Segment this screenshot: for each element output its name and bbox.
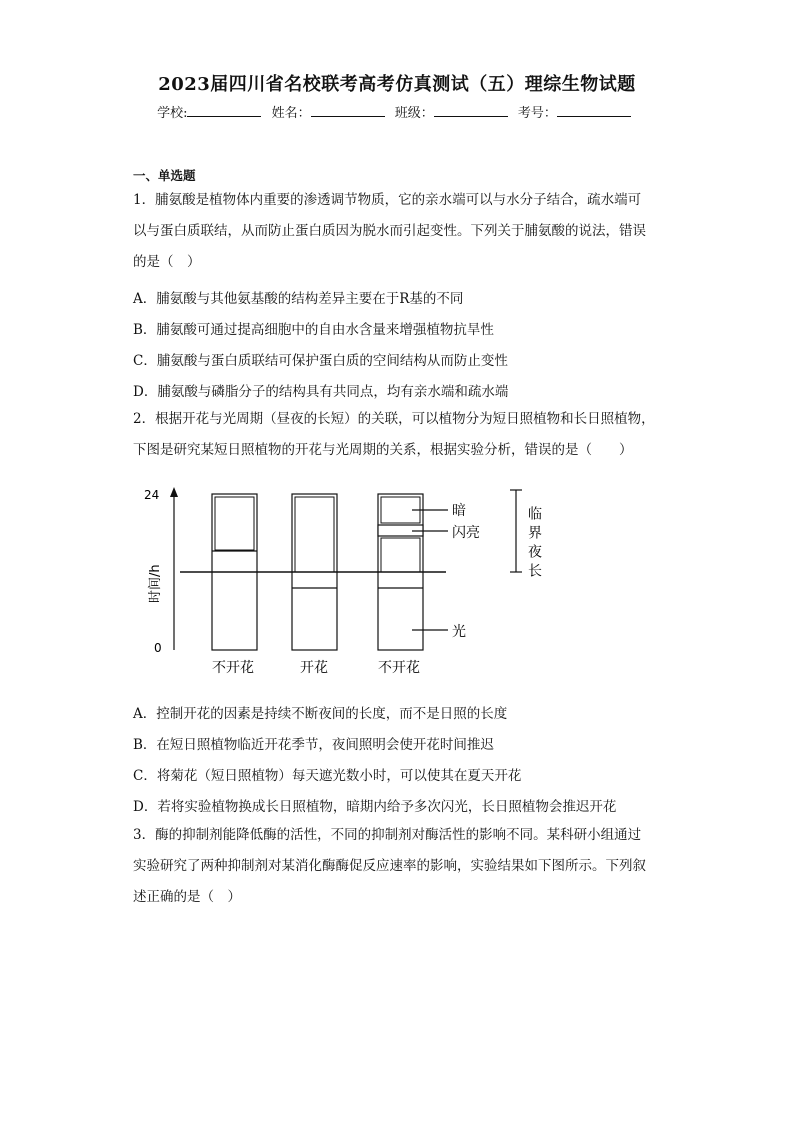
legend-light: 光	[452, 624, 466, 640]
exam-title: 2023届四川省名校联考高考仿真测试（五）理综生物试题	[158, 74, 636, 95]
question-1-line: 以与蛋白质联结，从而防止蛋白质因为脱水而引起变性。下列关于脯氨酸的说法，错误	[133, 223, 646, 239]
legend-dark: 暗	[452, 503, 466, 519]
student-info-line	[0, 102, 794, 121]
y-axis-label: 时间/h	[148, 564, 163, 603]
question-2-option-d: D．若将实验植物换成长日照植物，暗期内给予多次闪光，长日照植物会推迟开花	[133, 799, 617, 815]
question-2-option-c: C．将菊花（短日照植物）每天遮光数小时，可以使其在夏天开花	[133, 768, 522, 784]
name-label: 姓名：	[271, 106, 311, 121]
bar-3-label: 不开花	[378, 660, 420, 676]
y-axis-arrow	[170, 487, 178, 497]
y-axis-top-tick: 24	[144, 488, 160, 502]
question-3-line: 述正确的是（ ）	[133, 889, 241, 905]
question-2-stem	[133, 404, 673, 466]
bar-1-dark-period	[215, 497, 254, 550]
question-2-line: 2．根据开花与光周期（昼夜的长短）的关联，可以植物分为短日照植物和长日照植物，	[133, 411, 655, 427]
class-blank	[434, 104, 508, 117]
question-2-option-a: A．控制开花的因素是持续不断夜间的长度，而不是日照的长度	[133, 706, 508, 722]
bar-1-label: 不开花	[212, 660, 254, 676]
school-blank	[187, 104, 261, 117]
question-2-line: 下图是研究某短日照植物的开花与光周期的关系，根据实验分析，错误的是（ ）	[133, 442, 633, 458]
question-1-option-a: A．脯氨酸与其他氨基酸的结构差异主要在于R基的不同	[133, 291, 464, 307]
question-1-option-b: B．脯氨酸可通过提高细胞中的自由水含量来增强植物抗旱性	[133, 322, 494, 338]
critical-night-label: 临界夜长	[526, 506, 542, 582]
number-label: 考号：	[517, 106, 557, 121]
bar-2-label: 开花	[300, 660, 328, 676]
class-label: 班级：	[394, 106, 434, 121]
photoperiod-figure	[130, 480, 570, 680]
question-1-stem	[133, 185, 673, 278]
question-1-option-d: D．脯氨酸与磷脂分子的结构具有共同点，均有亲水端和疏水端	[133, 384, 509, 400]
question-3-line: 3．酶的抑制剂能降低酶的活性，不同的抑制剂对酶活性的影响不同。某科研小组通过	[133, 827, 642, 843]
bar-2-dark-period	[295, 497, 334, 572]
question-1-line: 1．脯氨酸是植物体内重要的渗透调节物质，它的亲水端可以与水分子结合，疏水端可	[133, 192, 642, 208]
question-3-line: 实验研究了两种抑制剂对某消化酶酶促反应速率的影响，实验结果如下图所示。下列叙	[133, 858, 646, 874]
section-title: 一、单选题	[133, 168, 196, 183]
bar-3-dark-period-lower	[381, 538, 420, 572]
legend-flash: 闪亮	[452, 525, 480, 541]
y-axis-bottom-tick: 0	[154, 641, 162, 655]
school-label: 学校:	[157, 106, 188, 121]
question-1-option-c: C．脯氨酸与蛋白质联结可保护蛋白质的空间结构从而防止变性	[133, 353, 508, 369]
number-blank	[557, 104, 631, 117]
name-blank	[311, 104, 385, 117]
question-3-stem	[133, 820, 673, 913]
question-2-option-b: B．在短日照植物临近开花季节，夜间照明会使开花时间推迟	[133, 737, 494, 753]
question-1-line: 的是（ ）	[133, 254, 201, 270]
